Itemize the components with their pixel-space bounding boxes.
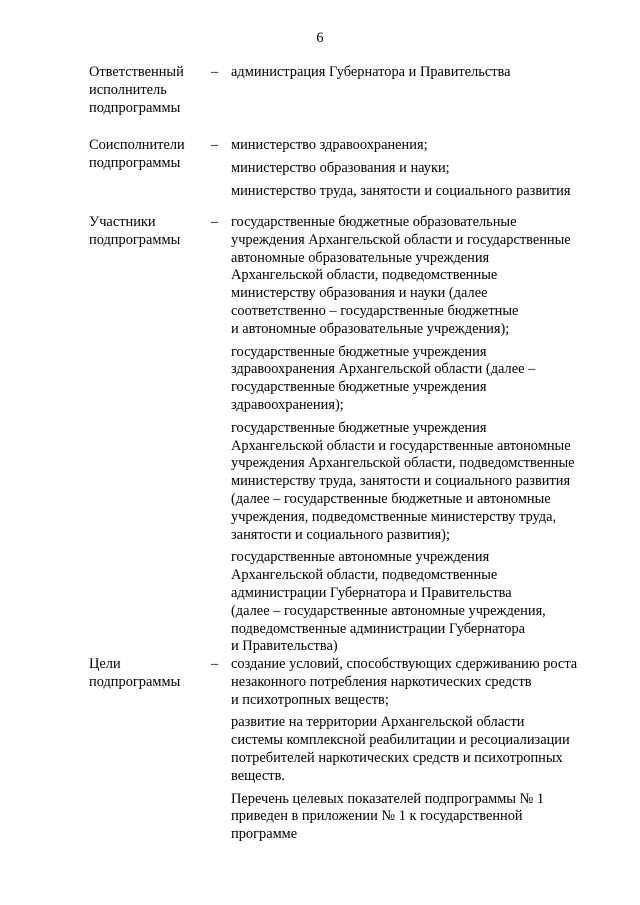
- body-paragraph: [231, 183, 603, 201]
- body-line: и автономные образовательные учреждения);: [231, 320, 510, 337]
- body-line: министерству труда, занятости и социального развития: [231, 473, 571, 490]
- label-line: подпрограммы: [89, 231, 181, 248]
- body-paragraph: [231, 420, 603, 545]
- section-label: [89, 64, 209, 117]
- label-line: подпрограммы: [89, 673, 181, 690]
- body-line: администрации Губернатора и Правительства: [231, 584, 512, 601]
- label-line: Участники: [89, 214, 156, 230]
- body-line: потребителей наркотических средств и психотропных: [231, 749, 563, 766]
- body-paragraph: [231, 656, 603, 709]
- label-line: подпрограммы: [89, 99, 181, 116]
- body-line: веществ.: [231, 767, 285, 784]
- dash-separator: –: [211, 137, 219, 153]
- body-line: учреждения, подведомственные министерству труда,: [231, 508, 557, 525]
- body-line: государственные автономные учреждения: [231, 549, 490, 566]
- section-label: [89, 656, 209, 692]
- body-line: министерство здравоохранения;: [231, 137, 428, 153]
- body-line: создание условий, способствующих сдерживанию роста: [231, 656, 578, 672]
- dash-separator: –: [211, 64, 219, 80]
- section-body: [231, 214, 603, 661]
- body-line: государственные бюджетные учреждения: [231, 343, 487, 360]
- label-line: Цели: [89, 656, 121, 672]
- section-body: [231, 656, 603, 849]
- body-line: соответственно – государственные бюджетные: [231, 302, 519, 319]
- body-paragraph: [231, 714, 603, 785]
- body-line: приведен в приложении № 1 к государственной: [231, 808, 523, 825]
- dash-separator: –: [211, 214, 219, 230]
- body-line: подведомственные администрации Губернатора: [231, 620, 526, 637]
- body-line: программе: [231, 826, 298, 843]
- label-line: Ответственный: [89, 64, 184, 80]
- body-line: здравоохранения);: [231, 396, 344, 413]
- body-line: развитие на территории Архангельской области: [231, 714, 525, 731]
- section-body: [231, 137, 603, 205]
- body-line: министерство образования и науки;: [231, 159, 450, 176]
- body-line: Архангельской области, подведомственные: [231, 567, 498, 584]
- body-line: государственные бюджетные учреждения: [231, 419, 487, 436]
- section-body: [231, 64, 603, 87]
- body-paragraph: [231, 64, 603, 82]
- body-paragraph: [231, 214, 603, 339]
- body-line: Архангельской области, подведомственные: [231, 267, 498, 284]
- section-label: [89, 137, 209, 173]
- body-line: государственные бюджетные учреждения: [231, 379, 487, 396]
- body-line: администрация Губернатора и Правительства: [231, 64, 511, 80]
- body-line: Перечень целевых показателей подпрограммы № 1: [231, 790, 545, 807]
- body-line: незаконного потребления наркотических средств: [231, 673, 532, 690]
- dash-separator: –: [211, 656, 219, 672]
- body-paragraph: [231, 160, 603, 178]
- body-line: здравоохранения Архангельской области (далее –: [231, 361, 536, 378]
- body-paragraph: [231, 137, 603, 155]
- body-line: учреждения Архангельской области и государственные: [231, 231, 571, 248]
- label-line: подпрограммы: [89, 154, 181, 171]
- label-line: исполнитель: [89, 81, 167, 98]
- body-line: и Правительства): [231, 638, 338, 655]
- body-line: министерству образования и науки (далее: [231, 285, 488, 302]
- body-line: системы комплексной реабилитации и ресоциализации: [231, 732, 570, 749]
- body-line: учреждения Архангельской области, подведомственные: [231, 455, 575, 472]
- body-line: занятости и социального развития);: [231, 526, 450, 543]
- label-line: Соисполнители: [89, 137, 185, 153]
- page-number: 6: [316, 30, 324, 46]
- body-line: автономные образовательные учреждения: [231, 249, 490, 266]
- body-line: (далее – государственные бюджетные и автономные: [231, 490, 551, 507]
- section-label: [89, 214, 209, 250]
- body-line: Архангельской области и государственные автономные: [231, 437, 571, 454]
- body-paragraph: [231, 549, 603, 656]
- body-paragraph: [231, 344, 603, 415]
- body-line: государственные бюджетные образовательные: [231, 214, 517, 230]
- body-line: министерство труда, занятости и социального развития: [231, 182, 571, 199]
- body-paragraph: [231, 791, 603, 844]
- body-line: (далее – государственные автономные учреждения,: [231, 602, 546, 619]
- body-line: и психотропных веществ;: [231, 691, 389, 708]
